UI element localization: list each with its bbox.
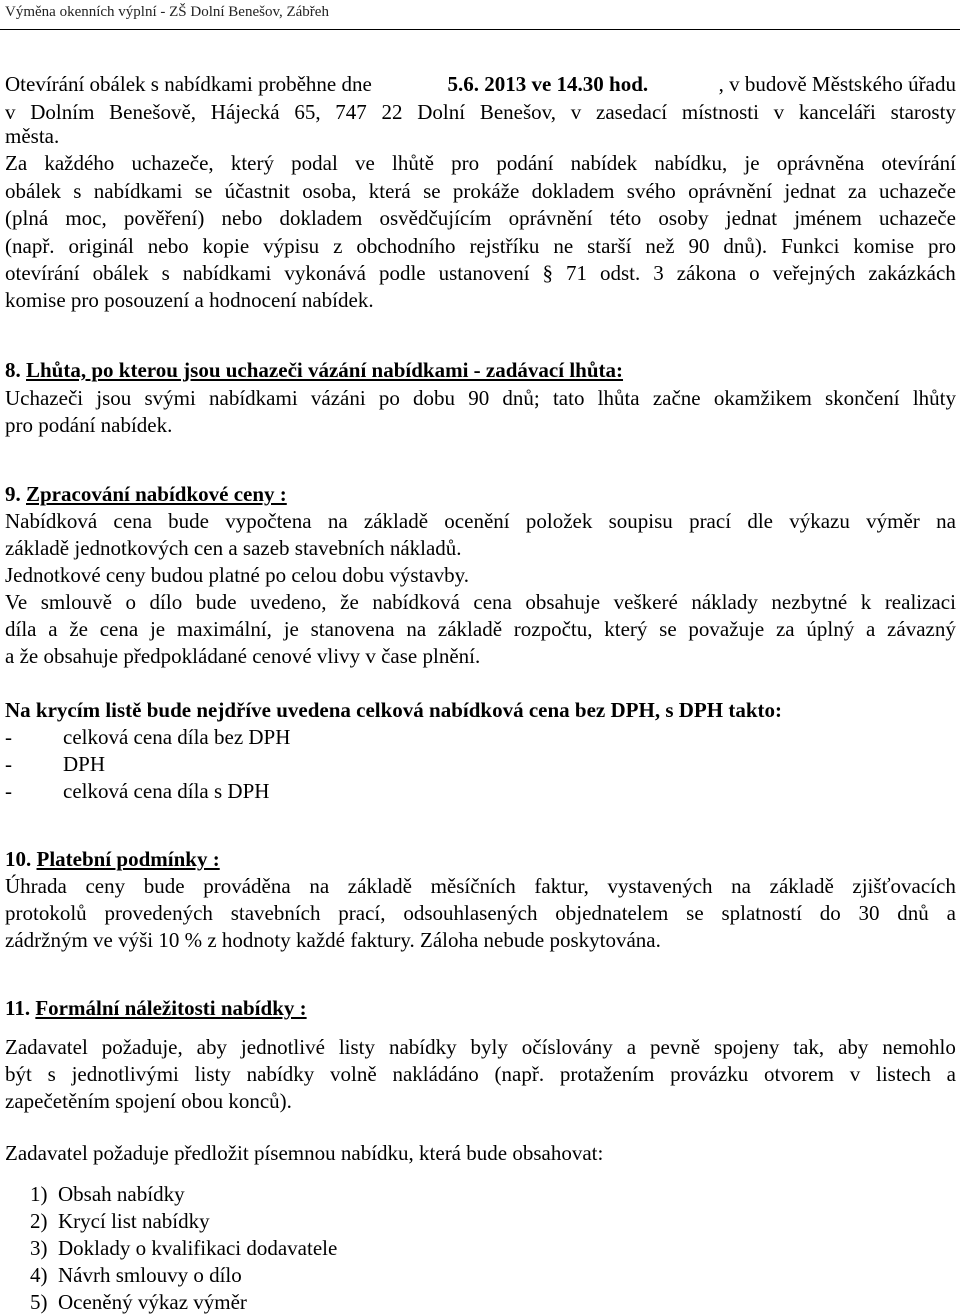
- cover-item-1-text: celková cena díla bez DPH: [63, 725, 291, 749]
- section-9-line-4: Ve smlouvě o dílo bude uvedeno, že nabídková cena obsahuje veškeré náklady nezbytné k realizaci: [5, 590, 956, 614]
- opening-text-a: Otevírání obálek s nabídkami proběhne dne: [5, 72, 378, 96]
- requirement-text: Návrh smlouvy o dílo: [58, 1263, 242, 1287]
- requirement-item: [30, 1208, 210, 1234]
- section-10-number: 10.: [5, 847, 32, 871]
- section-9-line-3: Jednotkové ceny budou platné po celou dobu výstavby.: [5, 563, 470, 587]
- opening-text-b: , v budově Městského úřadu: [718, 72, 956, 96]
- section-11-heading: [5, 995, 307, 1021]
- requirement-number: 1): [30, 1182, 48, 1206]
- requirement-text: Doklady o kvalifikaci dodavatele: [58, 1236, 338, 1260]
- cover-item-3: [5, 778, 270, 804]
- requirement-number: 5): [30, 1290, 48, 1314]
- section-10-line-2: protokolů provedených stavebních prací, odsouhlasených objednatelem se splatností do 30 dnů a: [5, 901, 956, 925]
- requirement-item: [30, 1235, 338, 1261]
- participation-line-4: (např. originál nebo kopie výpisu z obchodního rejstříku ne starší než 90 dnů). Funkci komise pro: [5, 234, 956, 258]
- requirement-number: 2): [30, 1209, 48, 1233]
- requirement-item: [30, 1181, 185, 1207]
- requirement-item: [30, 1289, 247, 1315]
- section-9-line-1: Nabídková cena bude vypočtena na základě ocenění položek soupisu prací dle výkazu výměr na: [5, 509, 956, 533]
- section-10-title: Platební podmínky :: [36, 847, 220, 871]
- section-11-line-4: Zadavatel požaduje předložit písemnou nabídku, která bude obsahovat:: [5, 1141, 604, 1165]
- section-9-line-5: díla a že cena je maximální, je stanovena na základě rozpočtu, který se považuje za úplný a závazný: [5, 617, 956, 641]
- requirement-text: Oceněný výkaz výměr: [58, 1290, 247, 1314]
- cover-item-2-text: DPH: [63, 752, 106, 776]
- section-8-heading: [5, 357, 623, 383]
- cover-item-3-text: celková cena díla s DPH: [63, 779, 270, 803]
- cover-item-2-dash: -: [5, 752, 12, 776]
- requirement-text: Obsah nabídky: [58, 1182, 185, 1206]
- document-header: Výměna okenních výplní - ZŠ Dolní Benešov, Zábřeh: [5, 4, 329, 20]
- section-11-number: 11.: [5, 996, 31, 1020]
- section-10-heading: [5, 846, 220, 872]
- requirement-number: 4): [30, 1263, 48, 1287]
- section-8-line-1: Uchazeči jsou svými nabídkami vázáni po dobu 90 dnů; tato lhůta začne okamžikem skončení lhůty: [5, 386, 956, 410]
- section-9-heading: [5, 481, 287, 507]
- section-8-title: Lhůta, po kterou jsou uchazeči vázání nabídkami - zadávací lhůta:: [26, 358, 624, 382]
- opening-date: 5.6. 2013 ve 14.30 hod.: [447, 72, 649, 96]
- cover-item-2: [5, 751, 106, 777]
- cover-sheet-heading: Na krycím listě bude nejdříve uvedena celková nabídková cena bez DPH, s DPH takto:: [5, 698, 782, 722]
- section-8-number: 8.: [5, 358, 21, 382]
- participation-line-3: (plná moc, pověření) nebo dokladem osvědčujícím oprávnění této osoby jednat jménem uchazeče: [5, 206, 956, 230]
- section-11-line-1: Zadavatel požaduje, aby jednotlivé listy nabídky byly očíslovány a pevně spojeny tak, aby nemohlo: [5, 1035, 956, 1059]
- section-11-line-3: zapečetěním spojení obou konců).: [5, 1089, 292, 1113]
- participation-line-2: obálek s nabídkami se účastnit osoba, která se prokáže dokladem svého oprávnění jednat za uchazeče: [5, 179, 956, 203]
- section-9-title: Zpracování nabídkové ceny :: [26, 482, 287, 506]
- requirement-item: [30, 1262, 242, 1288]
- participation-line-5: otevírání obálek s nabídkami vykonává podle ustanovení § 71 odst. 3 zákona o veřejných zakázkách: [5, 261, 956, 285]
- header-divider: [0, 29, 960, 30]
- requirement-text: Krycí list nabídky: [58, 1209, 210, 1233]
- section-9-line-2: základě jednotkových cen a sazeb stavebních nákladů.: [5, 536, 462, 560]
- requirement-number: 3): [30, 1236, 48, 1260]
- participation-line-6: komise pro posouzení a hodnocení nabídek.: [5, 288, 374, 312]
- section-9-number: 9.: [5, 482, 21, 506]
- section-11-title: Formální náležitosti nabídky :: [35, 996, 307, 1020]
- cover-item-3-dash: -: [5, 779, 12, 803]
- cover-item-1-dash: -: [5, 725, 12, 749]
- section-10-line-3: zádržným ve výši 10 % z hodnoty každé faktury. Záloha nebude poskytována.: [5, 928, 661, 952]
- section-9-line-6: a že obsahuje předpokládané cenové vlivy v čase plnění.: [5, 644, 481, 668]
- section-8-line-2: pro podání nabídek.: [5, 413, 173, 437]
- participation-line-1: Za každého uchazeče, který podal ve lhůtě pro podání nabídek nabídku, je oprávněna otevírání: [5, 151, 956, 175]
- section-10-line-1: Úhrada ceny bude prováděna na základě měsíčních faktur, vystavených na základě zjišťovacích: [5, 874, 956, 898]
- cover-item-1: [5, 724, 291, 750]
- section-11-line-2: být s jednotlivými listy nabídky volně nakládáno (např. protažením provázku otvorem v listech a: [5, 1062, 956, 1086]
- opening-line-1: [5, 71, 956, 97]
- opening-line-3: města.: [5, 124, 60, 148]
- opening-line-2: v Dolním Benešově, Hájecká 65, 747 22 Dolní Benešov, v zasedací místnosti v kanceláři starosty: [5, 100, 956, 124]
